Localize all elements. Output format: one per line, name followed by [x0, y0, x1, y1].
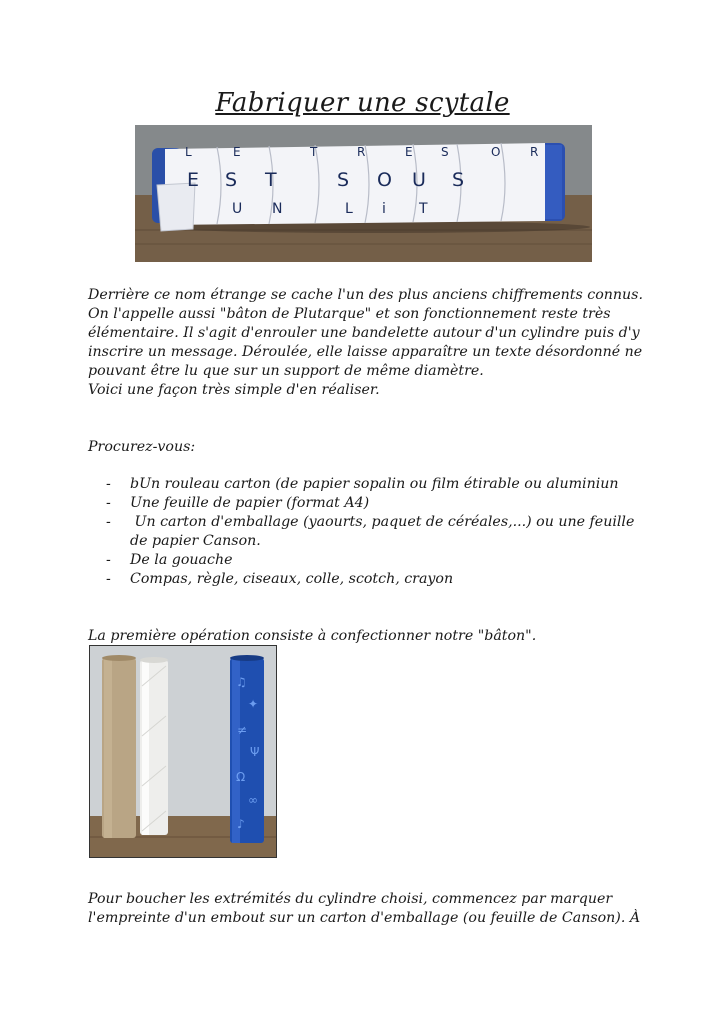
- letter: O: [491, 145, 501, 159]
- list-item: [88, 513, 648, 551]
- letter: L: [185, 145, 192, 159]
- list-dash: -: [106, 495, 111, 511]
- letter: E: [233, 145, 241, 159]
- intro-line: Voici une façon très simple d'en réaliser.: [88, 382, 380, 398]
- last-line: Pour boucher les extrémités du cylindre choisi, commencez par marquer: [88, 891, 613, 907]
- intro-line: inscrire un message. Déroulée, elle laisse apparaître un texte désordonné ne: [88, 344, 643, 360]
- svg-text:♫: ♫: [236, 675, 247, 689]
- svg-text:✦: ✦: [248, 697, 259, 711]
- letter: R: [357, 145, 366, 159]
- scytale-photo: [135, 125, 592, 262]
- letter: i: [382, 201, 386, 217]
- letter: S: [452, 169, 465, 191]
- list-dash: -: [106, 552, 111, 568]
- letter: O: [377, 169, 392, 191]
- list-item-text: bUn rouleau carton (de papier sopalin ou film étirable ou aluminiun: [130, 476, 619, 492]
- letter: E: [187, 169, 200, 191]
- letter: U: [412, 169, 426, 191]
- last-line: l'empreinte d'un embout sur un carton d'emballage (ou feuille de Canson). À: [88, 910, 641, 926]
- svg-text:∞: ∞: [248, 793, 258, 807]
- intro-line: Derrière ce nom étrange se cache l'un des plus anciens chiffrements connus.: [88, 287, 643, 303]
- list-item: [88, 494, 648, 513]
- page-title: Fabriquer une scytale: [215, 88, 510, 118]
- letter: T: [419, 201, 428, 217]
- list-item-text: Compas, règle, ciseaux, colle, scotch, crayon: [130, 571, 454, 587]
- list-item: [88, 551, 648, 570]
- letter: R: [530, 145, 539, 159]
- last-paragraph: [88, 890, 648, 928]
- rolls-illustration: [90, 646, 276, 857]
- list-item-text: Une feuille de papier (format A4): [130, 495, 370, 511]
- letter: N: [272, 201, 283, 217]
- procurez-label: Procurez-vous:: [88, 439, 196, 455]
- letter: S: [225, 169, 238, 191]
- letter: S: [337, 169, 350, 191]
- intro-line: On l'appelle aussi "bâton de Plutarque" et son fonctionnement reste très: [88, 306, 611, 322]
- intro-paragraph: [88, 286, 648, 400]
- list-item: [88, 475, 648, 494]
- supplies-list: [88, 475, 648, 589]
- list-dash: -: [106, 571, 111, 587]
- letter: S: [441, 145, 449, 159]
- list-item-text: De la gouache: [130, 552, 233, 568]
- svg-text:Ω: Ω: [236, 770, 246, 784]
- svg-text:≠: ≠: [237, 723, 248, 737]
- first-operation-text: La première opération consiste à confectionner notre "bâton".: [88, 628, 537, 644]
- letter: T: [310, 145, 318, 159]
- rolls-photo: [89, 645, 277, 858]
- intro-line: pouvant être lu que sur un support de même diamètre.: [88, 363, 484, 379]
- letter: L: [345, 201, 353, 217]
- list-item: [88, 570, 648, 589]
- list-item-text: Un carton d'emballage (yaourts, paquet de céréales,...) ou une feuille: [130, 514, 635, 530]
- letter: E: [405, 145, 413, 159]
- letter: T: [265, 169, 277, 191]
- svg-text:Ψ: Ψ: [250, 745, 260, 759]
- intro-line: élémentaire. Il s'agit d'enrouler une bandelette autour d'un cylindre puis d'y: [88, 325, 640, 341]
- list-dash: -: [106, 476, 111, 492]
- list-dash: -: [106, 514, 111, 530]
- list-item-text: de papier Canson.: [130, 533, 261, 549]
- svg-text:♪: ♪: [237, 817, 245, 831]
- letter: U: [232, 201, 243, 217]
